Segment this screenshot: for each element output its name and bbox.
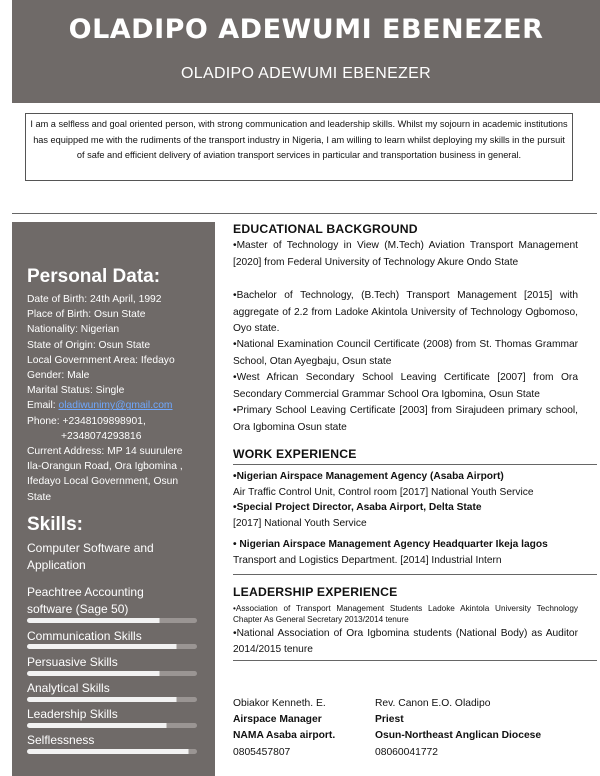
job-3-title: • Nigerian Airspace Management Agency Headquarter Ikeja lagos (233, 539, 548, 550)
skill-bar (27, 749, 197, 754)
referee-title: Priest (375, 714, 404, 726)
sidebar (12, 222, 215, 776)
leadership-heading: LEADERSHIP EXPERIENCE (233, 585, 398, 599)
referee-org: Osun-Northeast Anglican Diocese (375, 730, 542, 742)
referee-phone: 0805457807 (233, 746, 291, 758)
referee-2 (375, 696, 541, 761)
skill-peachtree: Peachtree Accounting software (Sage 50) (27, 585, 144, 616)
education-item: •West African Secondary School Leaving Certificate [2007] from Ora Secondary Commercial Grammar School Ora Igbomina, Osun State (233, 372, 578, 400)
email-label: Email: (27, 400, 59, 412)
dob: Date of Birth: 24th April, 1992 (27, 294, 162, 305)
phone-2: +2348074293816 (61, 430, 142, 442)
summary-box: I am a selfless and goal oriented person, with strong communication and leadership skills. Whilst my sojourn in academic institutions has equipped me with the rudiments of the transport industry in Nigeria, I am willing to learn whilst deploying my skills in the pursuit of safe and efficient delivery of aviation transport services in particular and transportation business in general. (25, 113, 573, 181)
address-line-1: Current Address: MP 14 suurulere (27, 446, 183, 458)
skill-bar (27, 671, 197, 676)
phone-1: Phone: +2348109898901, (27, 415, 146, 427)
job-1-detail: Air Traffic Control Unit, Control room [2017] National Youth Service (233, 487, 534, 498)
address-line-3: Ifedayo Local Government, Osun (27, 476, 179, 488)
skill-computer: Computer Software and Application (27, 541, 154, 572)
header-banner (12, 0, 600, 103)
referee-org: NAMA Asaba airport. (233, 730, 336, 742)
skill-persuasive: Persuasive Skills (27, 655, 118, 669)
referee-title: Airspace Manager (233, 714, 322, 726)
job-3-detail: Transport and Logistics Department. [2014] Industrial Intern (233, 555, 502, 566)
leadership-item-1: •Association of Transport Management Students Ladoke Akintola University Technology Chapter As General Secretary 2013/2014 tenure (233, 604, 578, 624)
leadership-item-2: •National Association of Ora Igbomina students (National Body) as Auditor 2014/2015 tenure (233, 628, 578, 655)
skill-leadership: Leadership Skills (27, 707, 118, 721)
section-divider (233, 464, 597, 465)
work-heading: WORK EXPERIENCE (233, 447, 357, 461)
skill-analytical: Analytical Skills (27, 681, 110, 695)
lga: Local Government Area: Ifedayo (27, 354, 175, 366)
name-title: OLADIPO ADEWUMI EBENEZER (68, 14, 544, 45)
section-divider (233, 660, 597, 661)
personal-data-list (27, 292, 207, 505)
education-item: •Master of Technology in View (M.Tech) Aviation Transport Management [2020] from Federal University of Technology Akure Ondo State (233, 240, 578, 268)
personal-data-heading: Personal Data: (27, 266, 161, 287)
nationality: Nationality: Nigerian (27, 324, 120, 336)
referee-name: Obiakor Kenneth. E. (233, 698, 326, 709)
email-link[interactable]: oladiwunimy@gmail.com (58, 400, 173, 412)
address-line-4: State (27, 491, 52, 503)
gender: Gender: Male (27, 370, 90, 382)
skill-bar (27, 723, 197, 728)
state-of-origin: State of Origin: Osun State (27, 339, 151, 351)
skill-communication: Communication Skills (27, 629, 142, 643)
job-1-title: •Nigerian Airspace Management Agency (Asaba Airport) (233, 471, 504, 482)
job-2-title: •Special Project Director, Asaba Airport, Delta State (233, 502, 482, 513)
education-item: •Bachelor of Technology, (B.Tech) Transport Management [2015] with aggregate of 2.2 from Ladoke Akintola University of Technology Ogbomoso, Oyo state. (233, 290, 578, 334)
skill-bar (27, 697, 197, 702)
section-divider (233, 574, 597, 575)
education-item: •Primary School Leaving Certificate [2003] from Sirajudeen primary school, Ora Igbomina Osun state (233, 405, 578, 433)
marital-status: Marital Status: Single (27, 385, 125, 397)
skill-selflessness: Selflessness (27, 733, 95, 747)
address-line-2: Ila-Orangun Road, Ora Igbomina , (27, 461, 183, 473)
divider (12, 213, 597, 214)
job-2-detail: [2017] National Youth Service (233, 518, 367, 529)
education-heading: EDUCATIONAL BACKGROUND (233, 222, 418, 236)
skill-bar (27, 644, 197, 649)
email-row (27, 398, 207, 413)
referee-phone: 08060041772 (375, 746, 438, 758)
pob: Place of Birth: Osun State (27, 309, 146, 321)
referee-1 (233, 696, 335, 761)
skill-bar (27, 618, 197, 623)
skills-heading: Skills: (27, 514, 83, 535)
education-item: •National Examination Council Certificate (2008) from St. Thomas Grammar School, Otan Ayegbaju, Osun state (233, 339, 578, 367)
referee-name: Rev. Canon E.O. Oladipo (375, 698, 491, 709)
name-subtitle: OLADIPO ADEWUMI EBENEZER (181, 65, 431, 82)
